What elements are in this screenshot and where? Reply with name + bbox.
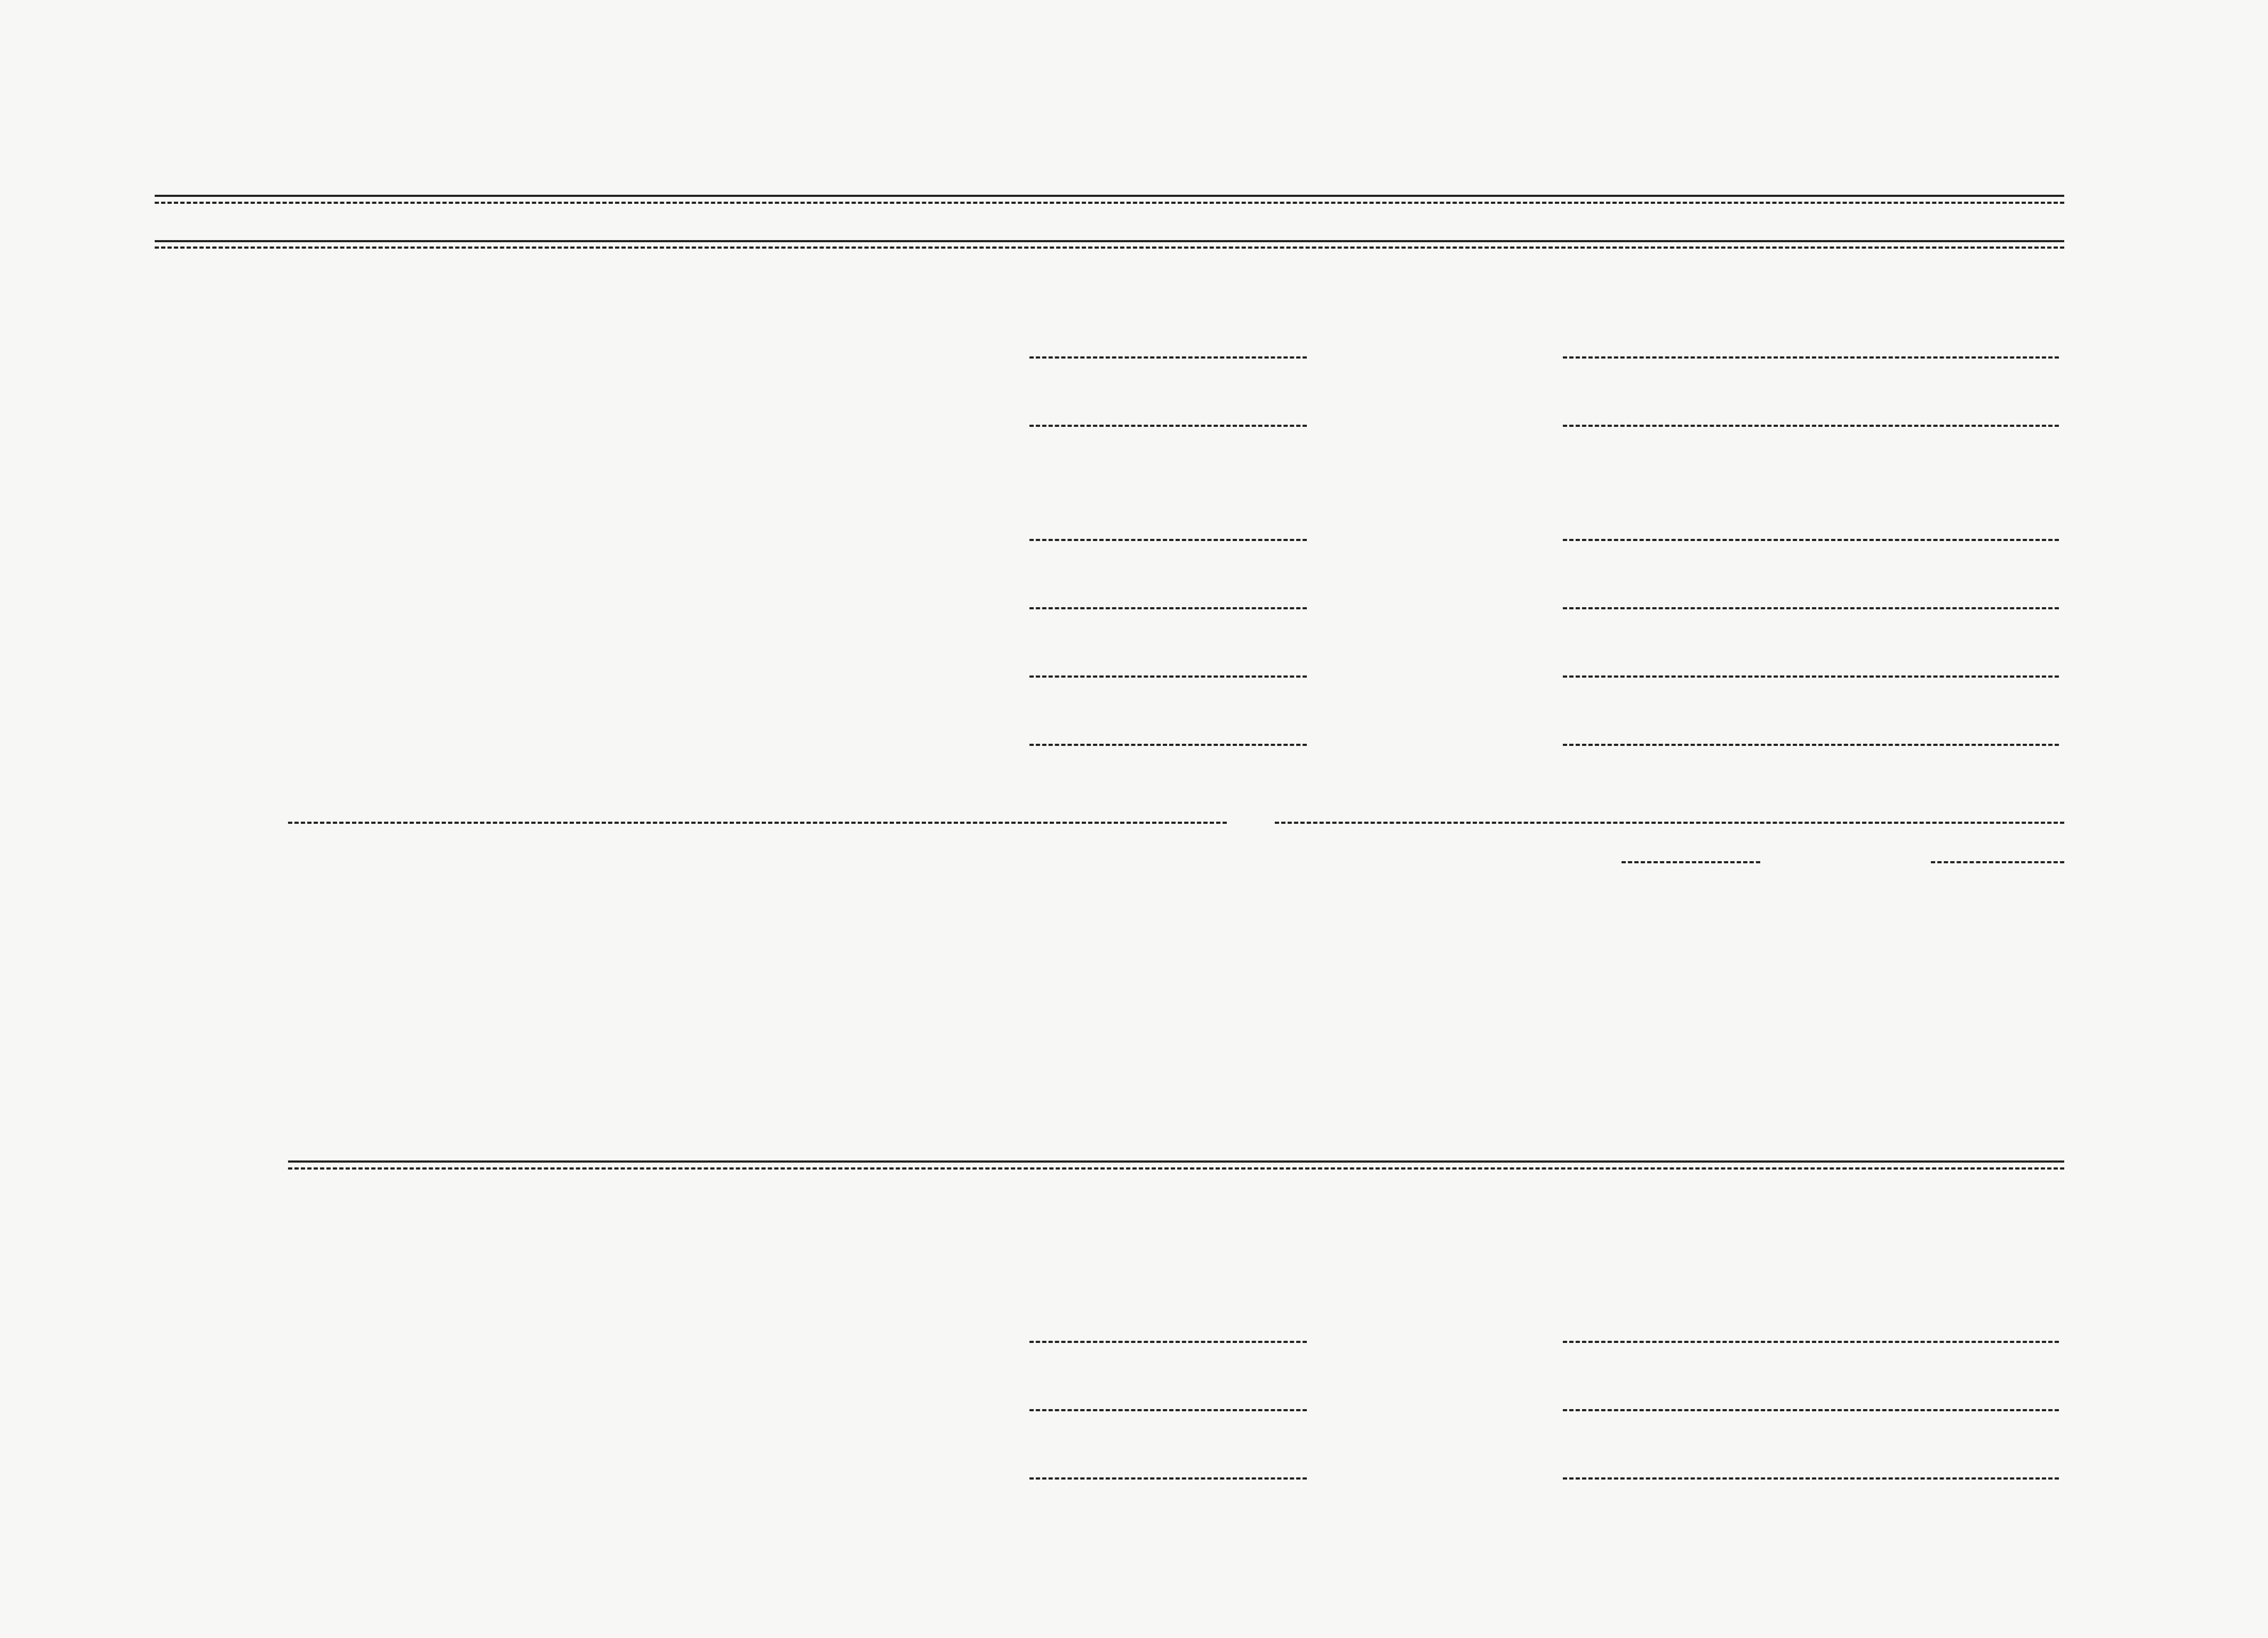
rule-line	[155, 240, 2064, 242]
rule-line	[155, 202, 2064, 204]
rule-line	[1563, 675, 2059, 678]
rule-line	[1029, 607, 1307, 609]
rule-line	[1563, 1409, 2059, 1411]
rule-line	[288, 822, 1227, 824]
rule-line	[288, 1160, 2064, 1163]
rule-line	[1563, 744, 2059, 746]
rule-line	[1563, 1477, 2059, 1480]
rule-line	[1029, 1409, 1307, 1411]
rule-line	[288, 1167, 2064, 1170]
rule-line	[1563, 425, 2059, 427]
rule-line	[1563, 539, 2059, 541]
rule-line	[1275, 822, 2064, 824]
rule-line	[1563, 1341, 2059, 1343]
rule-line	[1029, 744, 1307, 746]
rule-line	[1931, 861, 2064, 863]
rule-line	[155, 247, 2064, 249]
rule-line	[1029, 675, 1307, 678]
rule-line	[1563, 356, 2059, 359]
rule-line	[1563, 607, 2059, 609]
rule-line	[1029, 539, 1307, 541]
rule-line	[1029, 356, 1307, 359]
rule-line	[1029, 1477, 1307, 1480]
rule-line	[1029, 1341, 1307, 1343]
rule-line	[1029, 425, 1307, 427]
rule-line	[1622, 861, 1760, 863]
rule-line	[155, 195, 2064, 197]
